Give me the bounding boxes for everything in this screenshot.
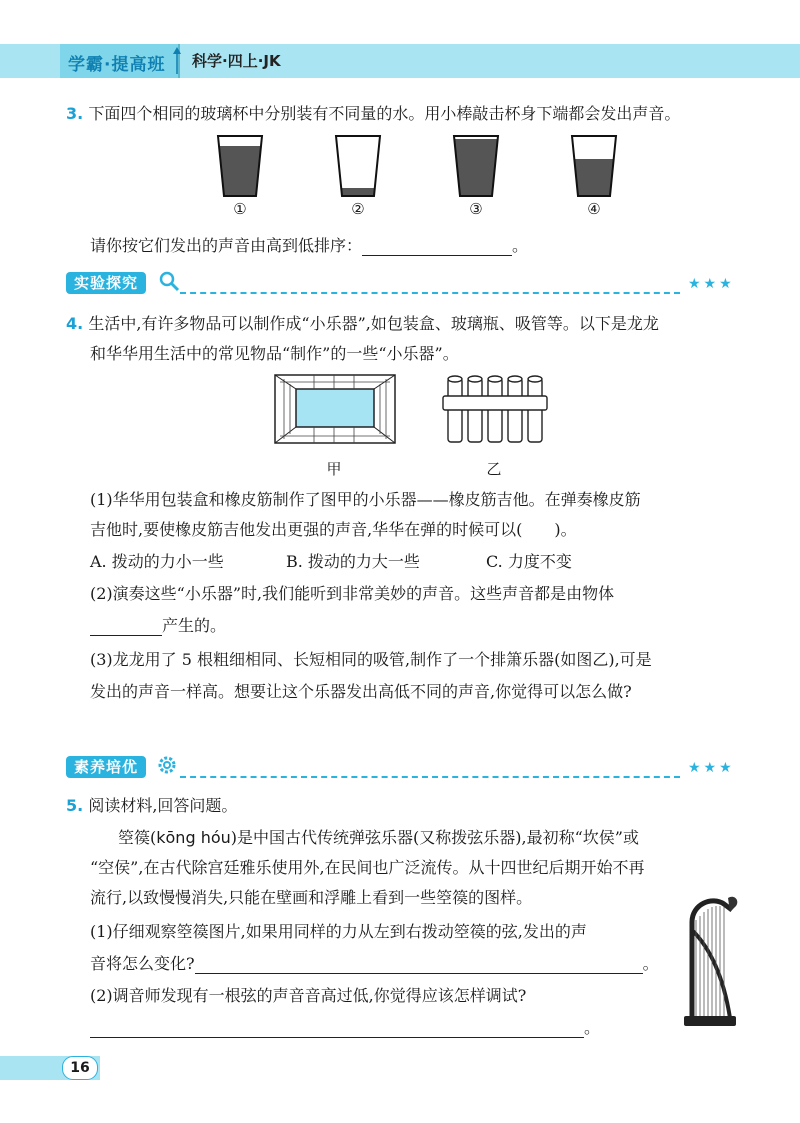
q5-p2-end-punct: 。 bbox=[584, 1018, 601, 1037]
q5-para-1b: )是中国古代传统弹弦乐器(又称拨弦乐器),最初称“坎侯”或 bbox=[230, 828, 639, 847]
q5-p1-blank[interactable] bbox=[195, 957, 643, 974]
q5-para-line1 bbox=[118, 828, 639, 848]
arrow-up-icon bbox=[172, 46, 182, 76]
q5-pinyin: kōng hóu bbox=[156, 828, 231, 847]
figure-label-jia: 甲 bbox=[326, 460, 342, 478]
q5-p2-line1: (2)调音师发现有一根弦的声音音高过低,你觉得应该怎样调试? bbox=[90, 986, 527, 1005]
q3-order-prompt: 请你按它们发出的声音由高到低排序： bbox=[90, 236, 363, 255]
q5-p2-line2 bbox=[90, 1018, 600, 1038]
q4-p1-line1: (1)华华用包装盒和橡皮筋制作了图甲的小乐器——橡皮筋吉他。在弹奏橡皮筋 bbox=[90, 490, 641, 509]
glass-label-1: ① bbox=[233, 200, 247, 218]
section-literacy-title: 素养培优 bbox=[66, 756, 146, 778]
q5-number: 5. bbox=[66, 796, 84, 815]
q5-p1-end-punct: 。 bbox=[642, 954, 659, 973]
section-literacy bbox=[66, 756, 146, 777]
q4-p1-line2: 吉他时,要使橡皮筋吉他发出更强的声音,华华在弹的时候可以( )。 bbox=[90, 520, 577, 539]
q4-number: 4. bbox=[66, 314, 84, 333]
glass-4 bbox=[564, 136, 624, 199]
q4-intro-text-1: 生活中,有许多物品可以制作成“小乐器”,如包装盒、玻璃瓶、吸管等。以下是龙龙 bbox=[88, 314, 659, 333]
q4-intro-2: 和华华用生活中的常见物品“制作”的一些“小乐器”。 bbox=[90, 344, 459, 363]
panpipe-figure bbox=[442, 374, 548, 444]
q5-para-line3: 流行,以致慢慢消失,只能在壁画和浮雕上看到一些箜篌的图样。 bbox=[90, 888, 533, 907]
konghou-harp-icon bbox=[672, 890, 742, 1030]
section-experiment-title: 实验探究 bbox=[66, 272, 146, 294]
q4-option-a: A. 拨动的力小一些 bbox=[90, 552, 224, 571]
difficulty-stars-2: ★★★ bbox=[688, 760, 735, 776]
section-experiment-rule bbox=[180, 292, 680, 294]
glass-label-3: ③ bbox=[469, 200, 483, 218]
q5-p1-line2-text: 音将怎么变化? bbox=[90, 954, 195, 973]
section-literacy-rule bbox=[180, 776, 680, 778]
q5-para-1a: 箜篌( bbox=[118, 828, 157, 847]
q4-p3-line2: 发出的声音一样高。想要让这个乐器发出高低不同的声音,你觉得可以怎么做? bbox=[90, 682, 632, 701]
q4-p2-line1: (2)演奏这些“小乐器”时,我们能听到非常美妙的声音。这些声音都是由物体 bbox=[90, 584, 615, 603]
q4-p3-line1: (3)龙龙用了 5 根粗细相同、长短相同的吸管,制作了一个排箫乐器(如图乙),可是 bbox=[90, 650, 652, 669]
glass-3 bbox=[446, 136, 506, 199]
q3-order-line bbox=[90, 236, 528, 256]
q4-option-c: C. 力度不变 bbox=[486, 552, 572, 571]
rubber-band-guitar-figure bbox=[274, 374, 396, 444]
page-number: 16 bbox=[62, 1056, 98, 1080]
difficulty-stars: ★★★ bbox=[688, 276, 735, 292]
figure-label-yi: 乙 bbox=[486, 460, 502, 478]
q4-option-b: B. 拨动的力大一些 bbox=[286, 552, 420, 571]
q3-answer-blank[interactable] bbox=[362, 239, 512, 256]
q4-intro-1 bbox=[66, 314, 659, 334]
brand-title: 学霸·提高班 bbox=[68, 55, 166, 75]
q3-end-punct: 。 bbox=[512, 236, 529, 255]
magnifier-icon bbox=[158, 270, 180, 292]
q5-p1-line1: (1)仔细观察箜篌图片,如果用同样的力从左到右拨动箜篌的弦,发出的声 bbox=[90, 922, 587, 941]
q5-prompt bbox=[66, 796, 237, 816]
q4-p2-line2 bbox=[90, 616, 226, 636]
gear-icon bbox=[156, 754, 178, 776]
q3-prompt bbox=[66, 104, 680, 124]
q3-prompt-text: 下面四个相同的玻璃杯中分别装有不同量的水。用小棒敲击杯身下端都会发出声音。 bbox=[88, 104, 681, 123]
glass-2 bbox=[328, 136, 388, 208]
q5-p1-line2 bbox=[90, 954, 659, 974]
q4-p2-suffix: 产生的。 bbox=[162, 616, 227, 635]
section-experiment bbox=[66, 272, 146, 293]
glass-label-4: ④ bbox=[587, 200, 601, 218]
subject-label: 科学·四上·JK bbox=[192, 52, 281, 70]
q4-p2-blank[interactable] bbox=[90, 619, 162, 636]
q5-p2-blank[interactable] bbox=[90, 1021, 584, 1038]
glass-1 bbox=[210, 136, 270, 206]
q5-prompt-text: 阅读材料,回答问题。 bbox=[88, 796, 238, 815]
q5-para-line2: “空侯”,在古代除宫廷雅乐使用外,在民间也广泛流传。从十四世纪后期开始不再 bbox=[90, 858, 645, 877]
q3-number: 3. bbox=[66, 104, 84, 123]
glass-label-2: ② bbox=[351, 200, 365, 218]
